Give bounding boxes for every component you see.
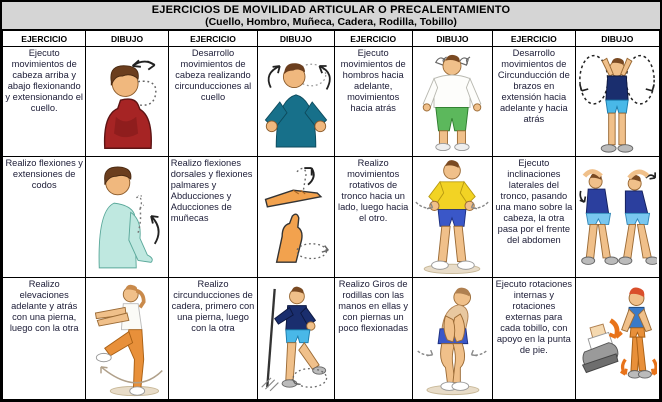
table-row [3,157,660,278]
drawing-cell [258,278,334,400]
knee-circles-drawing [414,282,490,396]
column-header-dibujo-1: DIBUJO [86,31,168,47]
column-header-dibujo-2: DIBUJO [258,31,334,47]
ankle-rotation-drawing [577,283,657,395]
drawing-cell [86,157,168,278]
wrist-flexion-drawing [260,162,332,272]
table-row [3,47,660,157]
drawing-cell [575,157,659,278]
column-header-ejercicio-1: EJERCICIO [3,31,86,47]
exercise-cell: Realizo circunducciones de cadera, primero con una pierna, luego con la otra [168,278,257,400]
exercise-cell: Realizo elevaciones adelante y atrás con una pierna, luego con la otra [3,278,86,400]
drawing-cell [86,47,168,157]
exercise-cell: Desarrollo movimientos de cabeza realizando circunducciones al cuello [168,47,257,157]
drawing-cell [412,278,492,400]
leg-swing-drawing [88,281,166,397]
elbow-flexion-drawing [90,164,164,270]
exercise-table [2,30,660,400]
exercise-cell: Ejecuto inclinaciones laterales del tronco, pasando una mano sobre la cabeza, la otra pasa por el frente del abdomen [493,157,575,278]
drawing-cell [575,278,659,400]
column-header-dibujo-3: DIBUJO [412,31,492,47]
page-title: EJERCICIOS DE MOVILIDAD ARTICULAR O PRECALENTAMIENTO [151,4,511,16]
table-title-block [2,2,660,30]
table-row [3,278,660,400]
page-subtitle: (Cuello, Hombro, Muñeca, Cadera, Rodilla, Tobillo) [205,16,457,28]
trunk-rotation-drawing [414,159,490,275]
column-header-ejercicio-3: EJERCICIO [334,31,412,47]
neck-circumduction-drawing [260,52,332,152]
exercise-cell: Desarrollo movimientos de Circunducción de brazos en extensión hacia adelante y hacia atrás [493,47,575,157]
exercise-cell: Realizo flexiones y extensiones de codos [3,157,86,278]
drawing-cell [86,278,168,400]
exercise-cell: Ejecuto movimientos de hombros hacia adelante, movimientos hacia atrás [334,47,412,157]
drawing-cell [412,157,492,278]
exercise-cell: Ejecuto movimientos de cabeza arriba y abajo flexionando y extensionando el cuello. [3,47,86,157]
header-row [3,31,660,47]
drawing-cell [412,47,492,157]
column-header-ejercicio-2: EJERCICIO [168,31,257,47]
head-flexion-drawing [90,52,164,152]
hip-circles-drawing [258,283,334,395]
exercise-cell: Realizo flexiones dorsales y flexiones palmares y Abducciones y Aducciones de muñecas [168,157,257,278]
shoulder-rolls-drawing [416,50,488,154]
drawing-cell [575,47,659,157]
exercise-cell: Realizo Giros de rodillas con las manos en ellas y con piernas un poco flexionadas [334,278,412,400]
column-header-dibujo-4: DIBUJO [575,31,659,47]
drawing-cell [258,157,334,278]
drawing-cell [258,47,334,157]
arm-circles-drawing [578,50,656,154]
lateral-bend-drawing [577,161,657,273]
exercise-cell: Ejecuto rotaciones internas y rotaciones externas para cada tobillo, con apoyo en la punta de pie. [493,278,575,400]
exercise-cell: Realizo movimientos rotativos de tronco hacia un lado, luego hacia el otro. [334,157,412,278]
column-header-ejercicio-4: EJERCICIO [493,31,575,47]
